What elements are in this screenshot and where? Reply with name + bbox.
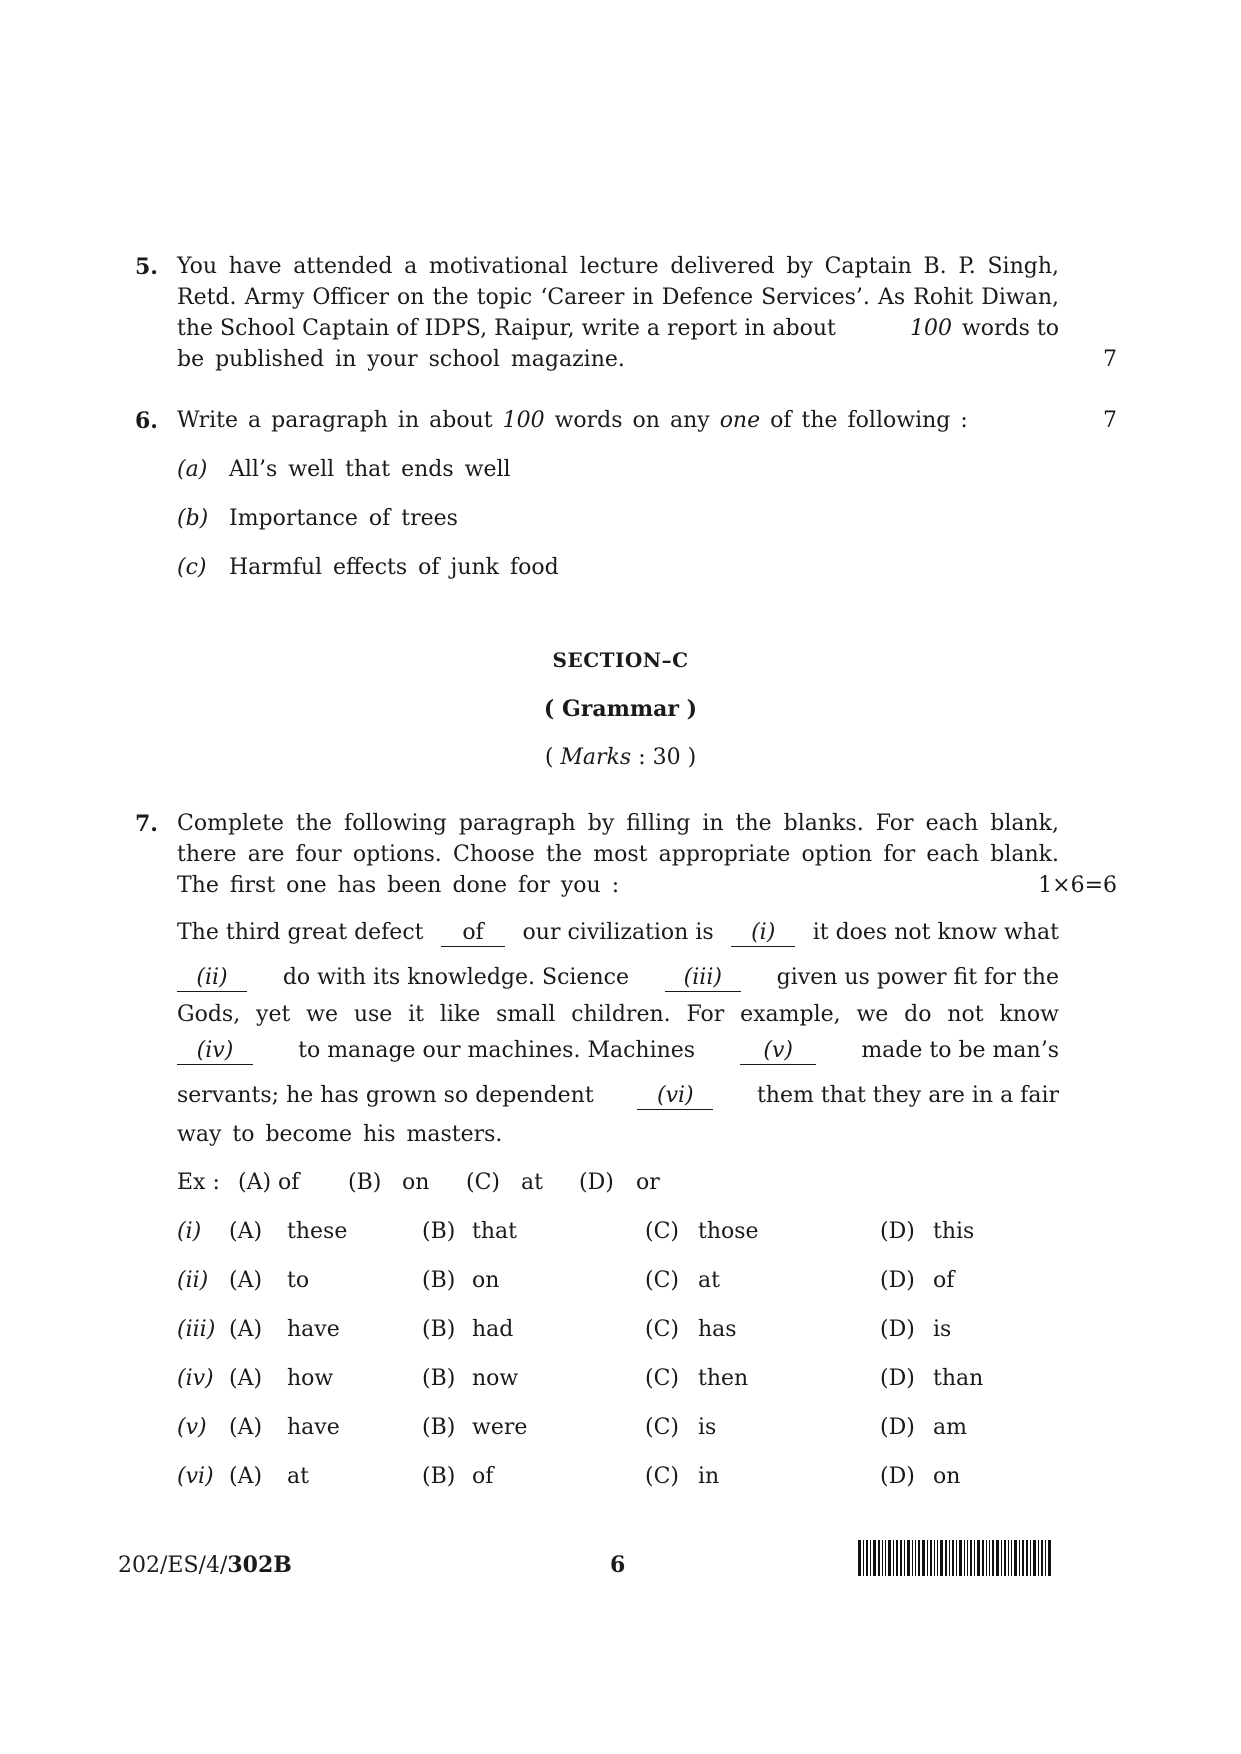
answer-blank: (i) xyxy=(731,922,795,947)
option-c: then xyxy=(698,1366,749,1391)
option-a: have xyxy=(287,1415,340,1440)
option-letter-c: (C) xyxy=(645,1415,679,1440)
option-row-label: (v) xyxy=(177,1415,207,1440)
example-option-text: or xyxy=(636,1170,660,1195)
barcode-bar xyxy=(915,1540,916,1576)
option-d: is xyxy=(933,1317,952,1342)
option-letter-d: (D) xyxy=(880,1415,915,1440)
question-text xyxy=(177,408,968,433)
option-c: those xyxy=(698,1219,759,1244)
barcode-bar xyxy=(873,1540,876,1576)
barcode-bar xyxy=(866,1540,868,1576)
option-letter-b: (B) xyxy=(422,1219,456,1244)
example-option-letter: (D) xyxy=(579,1170,614,1195)
barcode-bar xyxy=(863,1540,864,1576)
barcode-bar xyxy=(1014,1540,1017,1576)
question-text-line: The first one has been done for you : xyxy=(177,873,620,898)
paragraph-line xyxy=(177,1083,1059,1110)
barcode-bar xyxy=(1011,1540,1012,1576)
question-number: 5. xyxy=(135,254,158,280)
option-b: that xyxy=(472,1219,517,1244)
paper-code xyxy=(118,1552,292,1578)
option-b: had xyxy=(472,1317,514,1342)
barcode-bar xyxy=(956,1540,957,1576)
answer-blank: (iv) xyxy=(177,1040,253,1065)
barcode-bar xyxy=(918,1540,920,1576)
option-row-label: (iii) xyxy=(177,1317,216,1342)
page-number: 6 xyxy=(610,1552,626,1578)
option-letter-b: (B) xyxy=(422,1317,456,1342)
paragraph-line xyxy=(177,965,1059,992)
answer-blank: (ii) xyxy=(177,967,247,992)
option-letter-c: (C) xyxy=(645,1464,679,1489)
barcode xyxy=(858,1540,1116,1576)
barcode-bar xyxy=(1019,1540,1020,1576)
option-row-label: (i) xyxy=(177,1219,202,1244)
text-segment: words to xyxy=(961,316,1059,341)
option-c: at xyxy=(698,1268,720,1293)
barcode-bar xyxy=(1033,1540,1036,1576)
option-letter-a: (A) xyxy=(229,1317,263,1342)
option-d: am xyxy=(933,1415,967,1440)
question-number: 6. xyxy=(135,408,158,434)
option-a: to xyxy=(287,1268,310,1293)
option-b: on xyxy=(472,1268,500,1293)
marks: 1×6=6 xyxy=(1038,873,1117,898)
text-segment: the School Captain of IDPS, Raipur, write a report in about xyxy=(177,316,836,341)
text-segment: given us power fit for the xyxy=(776,965,1059,990)
option-letter-d: (D) xyxy=(880,1317,915,1342)
paragraph-line xyxy=(177,920,1059,947)
option-letter-a: (A) xyxy=(229,1366,263,1391)
barcode-bar xyxy=(904,1540,905,1576)
answer-blank: (v) xyxy=(740,1040,816,1065)
barcode-bar xyxy=(992,1540,994,1576)
example-prefix: Ex : xyxy=(177,1170,220,1195)
text-segment: them that they are in a fair xyxy=(756,1083,1059,1108)
text-segment: The third great defect xyxy=(177,920,424,945)
example-option: (A) of xyxy=(238,1170,300,1195)
option-row-label: (ii) xyxy=(177,1268,209,1293)
barcode-bar xyxy=(964,1540,965,1576)
option-letter-b: (B) xyxy=(422,1268,456,1293)
text-segment: words on any xyxy=(554,408,710,433)
barcode-bar xyxy=(858,1540,861,1576)
word-count: 100 xyxy=(502,408,545,433)
example-option-letter: (C) xyxy=(466,1170,500,1195)
question-text-line: You have attended a motivational lecture delivered by Captain B. P. Singh, xyxy=(177,254,1059,279)
barcode-bar xyxy=(1026,1540,1028,1576)
option-letter-c: (C) xyxy=(645,1317,679,1342)
option-c: has xyxy=(698,1317,737,1342)
barcode-bar xyxy=(930,1540,932,1576)
option-letter-a: (A) xyxy=(229,1219,263,1244)
answer-blank: (vi) xyxy=(637,1085,713,1110)
barcode-bar xyxy=(1008,1540,1009,1576)
paper-code-prefix: 202/ES/4/ xyxy=(118,1553,228,1578)
barcode-bar xyxy=(922,1540,925,1576)
example-option-text: at xyxy=(521,1170,543,1195)
marks: 7 xyxy=(1103,408,1117,433)
barcode-bar xyxy=(882,1540,883,1576)
text-segment: our civilization is xyxy=(522,920,714,945)
text-segment: to manage our machines. Machines xyxy=(298,1038,696,1063)
text-segment: of the following : xyxy=(770,408,968,433)
barcode-bar xyxy=(912,1540,913,1576)
option-d: this xyxy=(933,1219,975,1244)
option-letter-d: (D) xyxy=(880,1366,915,1391)
option-letter-c: (C) xyxy=(645,1268,679,1293)
paper-code-suffix: 302B xyxy=(227,1552,292,1578)
barcode-bar xyxy=(885,1540,886,1576)
barcode-bar xyxy=(1030,1540,1031,1576)
barcode-bar xyxy=(986,1540,987,1576)
question-number: 7. xyxy=(135,811,158,837)
barcode-bar xyxy=(977,1540,980,1576)
barcode-bar xyxy=(970,1540,972,1576)
marks-value: : 30 ) xyxy=(638,745,697,770)
question-text-line: be published in your school magazine. xyxy=(177,347,625,372)
option-text: All’s well that ends well xyxy=(229,457,511,482)
word-count: 100 xyxy=(909,316,952,341)
barcode-bar xyxy=(870,1540,871,1576)
emphasis: one xyxy=(719,408,761,433)
option-b: of xyxy=(472,1464,494,1489)
option-letter-a: (A) xyxy=(229,1464,263,1489)
answer-blank-example: of xyxy=(441,922,505,947)
section-marks xyxy=(0,745,1241,770)
text-segment: Write a paragraph in about xyxy=(177,408,493,433)
question-text-line: Complete the following paragraph by filling in the blanks. For each blank, xyxy=(177,811,1059,836)
marks-label: Marks xyxy=(560,745,632,770)
option-d: on xyxy=(933,1464,961,1489)
paragraph-line: Gods, yet we use it like small children. For example, we do not know xyxy=(177,1002,1059,1027)
example-option-text: on xyxy=(402,1170,430,1195)
barcode-bar xyxy=(940,1540,943,1576)
question-text-line: there are four options. Choose the most appropriate option for each blank. xyxy=(177,842,1059,867)
answer-blank: (iii) xyxy=(665,967,741,992)
barcode-bar xyxy=(1001,1540,1002,1576)
option-letter-d: (D) xyxy=(880,1219,915,1244)
option-letter-b: (B) xyxy=(422,1464,456,1489)
option-d: of xyxy=(933,1268,955,1293)
question-text-line xyxy=(177,316,1059,341)
option-text: Harmful effects of junk food xyxy=(229,555,559,580)
barcode-bar xyxy=(1045,1540,1046,1576)
marks: 7 xyxy=(1103,347,1117,372)
barcode-bar xyxy=(1048,1540,1051,1576)
option-a: how xyxy=(287,1366,334,1391)
barcode-bar xyxy=(952,1540,954,1576)
barcode-bar xyxy=(1022,1540,1024,1576)
barcode-bar xyxy=(907,1540,910,1576)
option-letter-a: (A) xyxy=(229,1268,263,1293)
example-option-letter: (B) xyxy=(348,1170,382,1195)
option-letter-b: (B) xyxy=(422,1415,456,1440)
option-a: at xyxy=(287,1464,309,1489)
option-text: Importance of trees xyxy=(229,506,458,531)
option-letter-d: (D) xyxy=(880,1268,915,1293)
option-c: in xyxy=(698,1464,720,1489)
option-b: now xyxy=(472,1366,519,1391)
barcode-bar xyxy=(934,1540,935,1576)
option-letter-d: (D) xyxy=(880,1464,915,1489)
barcode-bar xyxy=(982,1540,984,1576)
option-label: (c) xyxy=(177,555,207,580)
option-c: is xyxy=(698,1415,717,1440)
option-letter-c: (C) xyxy=(645,1366,679,1391)
barcode-bar xyxy=(893,1540,894,1576)
barcode-bar xyxy=(1038,1540,1039,1576)
barcode-bar xyxy=(1041,1540,1043,1576)
text-segment: servants; he has grown so dependent xyxy=(177,1083,594,1108)
option-letter-a: (A) xyxy=(229,1415,263,1440)
barcode-bar xyxy=(937,1540,938,1576)
section-title: SECTION–C xyxy=(552,648,689,672)
text-segment: made to be man’s xyxy=(861,1038,1059,1063)
barcode-bar xyxy=(1004,1540,1006,1576)
text-segment: do with its knowledge. Science xyxy=(282,965,629,990)
barcode-bar xyxy=(967,1540,968,1576)
section-subtitle: ( Grammar ) xyxy=(543,696,698,722)
barcode-bar xyxy=(888,1540,891,1576)
barcode-bar xyxy=(959,1540,962,1576)
barcode-bar xyxy=(974,1540,975,1576)
option-row-label: (vi) xyxy=(177,1464,214,1489)
text-segment: ( xyxy=(544,745,554,770)
barcode-bar xyxy=(896,1540,898,1576)
paragraph-line xyxy=(177,1038,1059,1065)
barcode-bar xyxy=(927,1540,928,1576)
option-label: (a) xyxy=(177,457,208,482)
barcode-bar xyxy=(989,1540,990,1576)
barcode-bar xyxy=(878,1540,880,1576)
option-label: (b) xyxy=(177,506,209,531)
option-row-label: (iv) xyxy=(177,1366,214,1391)
option-d: than xyxy=(933,1366,984,1391)
option-a: have xyxy=(287,1317,340,1342)
question-text-line: Retd. Army Officer on the topic ‘Career in Defence Services’. As Rohit Diwan, xyxy=(177,285,1059,310)
option-b: were xyxy=(472,1415,528,1440)
barcode-bar xyxy=(996,1540,999,1576)
option-letter-c: (C) xyxy=(645,1219,679,1244)
barcode-bar xyxy=(900,1540,902,1576)
option-letter-b: (B) xyxy=(422,1366,456,1391)
paragraph-line: way to become his masters. xyxy=(177,1122,503,1147)
text-segment: it does not know what xyxy=(812,920,1059,945)
barcode-bar xyxy=(949,1540,950,1576)
barcode-bar xyxy=(945,1540,947,1576)
option-a: these xyxy=(287,1219,348,1244)
